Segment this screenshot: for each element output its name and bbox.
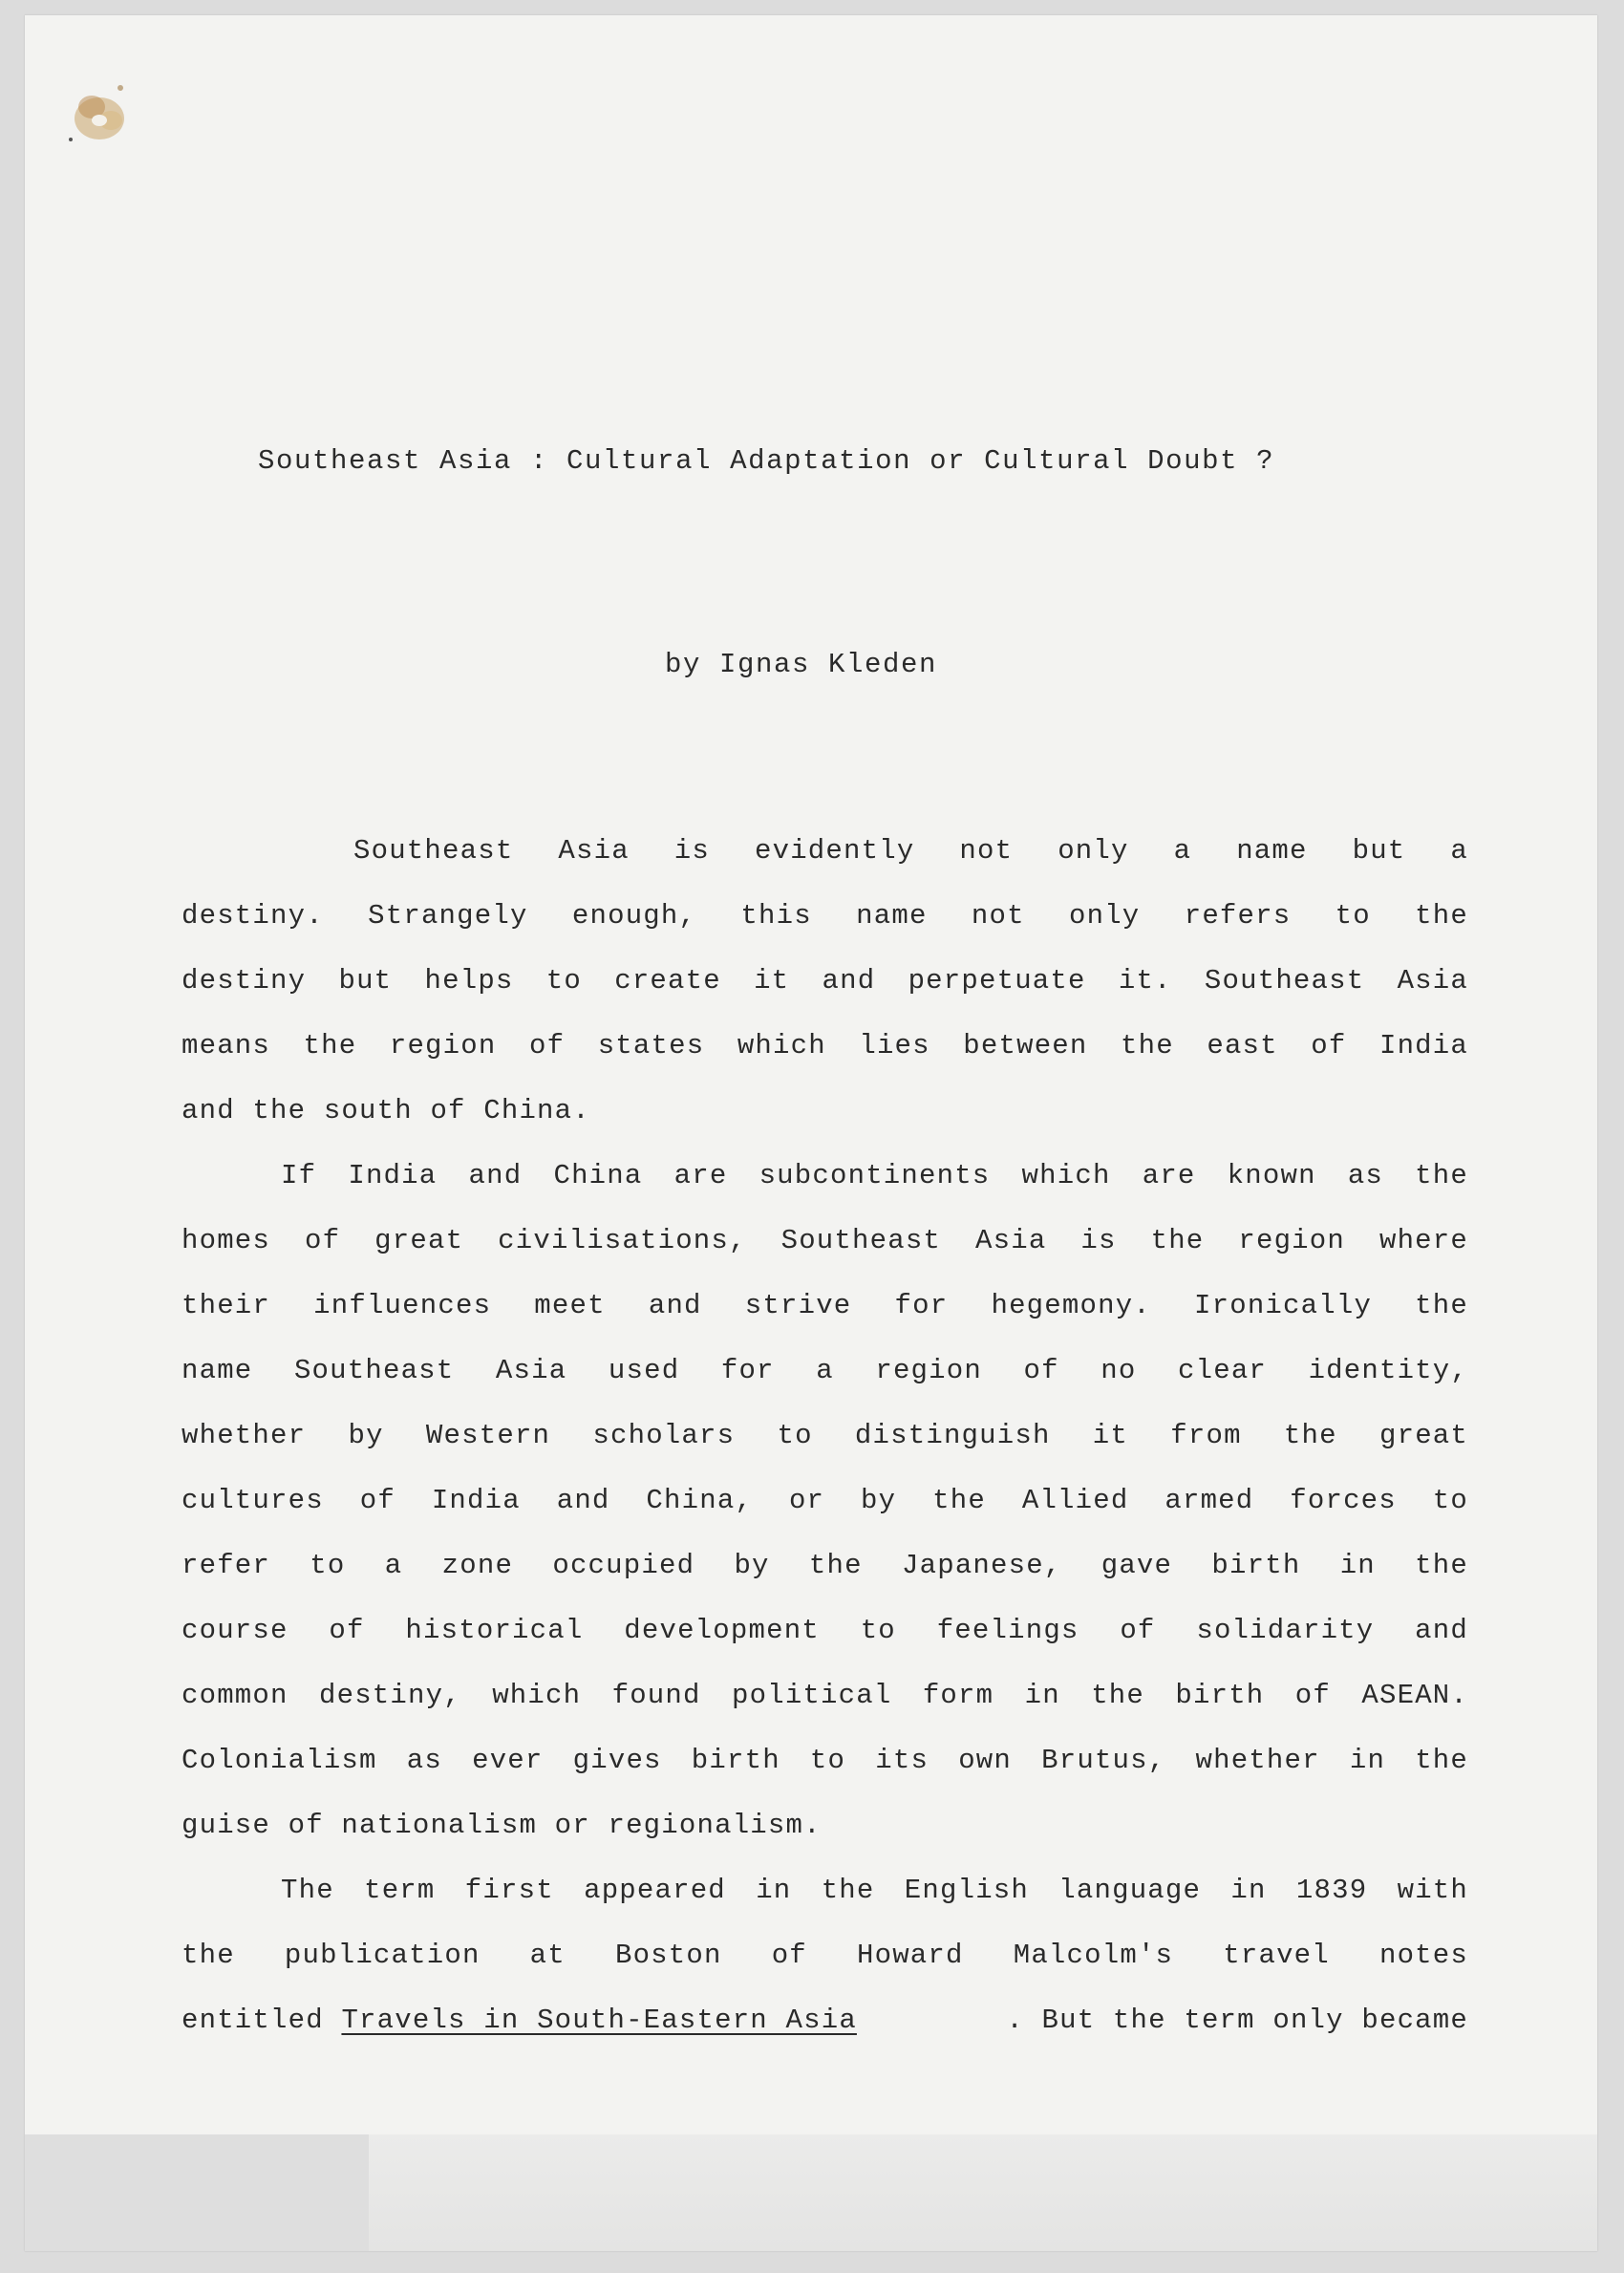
paragraph-line: homes of great civilisations, Southeast Asia is the region where <box>182 1225 1468 1256</box>
document-title: Southeast Asia : Cultural Adaptation or Cultural Doubt ? <box>258 445 1275 477</box>
paragraph-line: Southeast Asia is evidently not only a name but a <box>353 835 1468 867</box>
paragraph-line: destiny. Strangely enough, this name not only refers to the <box>182 900 1468 932</box>
paragraph-line: course of historical development to feelings of solidarity and <box>182 1615 1468 1646</box>
paragraph-line: refer to a zone occupied by the Japanese, gave birth in the <box>182 1550 1468 1581</box>
line-prefix: entitled <box>182 2005 342 2036</box>
paragraph-line: destiny but helps to create it and perpetuate it. Southeast Asia <box>182 965 1468 997</box>
paragraph-line: name Southeast Asia used for a region of no clear identity, <box>182 1355 1468 1386</box>
paragraph-line-with-book-title <box>182 2002 1468 2040</box>
paragraph-line: The term first appeared in the English language in 1839 with <box>281 1875 1468 1906</box>
book-title: Travels in South-Eastern Asia <box>341 2005 857 2036</box>
paper-stain-mark <box>63 61 139 152</box>
paragraph-line: means the region of states which lies between the east of India <box>182 1030 1468 1061</box>
line-suffix: . But the term only became <box>1006 2005 1468 2036</box>
paragraph-line: common destiny, which found political form in the birth of ASEAN. <box>182 1680 1468 1711</box>
author-byline: by Ignas Kleden <box>665 649 938 680</box>
paragraph-line: If India and China are subcontinents which are known as the <box>281 1160 1468 1191</box>
scan-shadow-patch <box>25 2134 369 2251</box>
paragraph-line: whether by Western scholars to distinguish it from the great <box>182 1420 1468 1451</box>
paragraph-line: cultures of India and China, or by the Allied armed forces to <box>182 1485 1468 1516</box>
scan-shadow-band <box>25 2134 1597 2251</box>
paragraph-line: their influences meet and strive for hegemony. Ironically the <box>182 1290 1468 1321</box>
document-page <box>25 15 1597 2251</box>
paragraph-line: the publication at Boston of Howard Malcolm's travel notes <box>182 1940 1468 1971</box>
paragraph-line: and the south of China. <box>182 1095 590 1126</box>
paragraph-line: Colonialism as ever gives birth to its own Brutus, whether in the <box>182 1745 1468 1776</box>
paragraph-line: guise of nationalism or regionalism. <box>182 1810 822 1841</box>
